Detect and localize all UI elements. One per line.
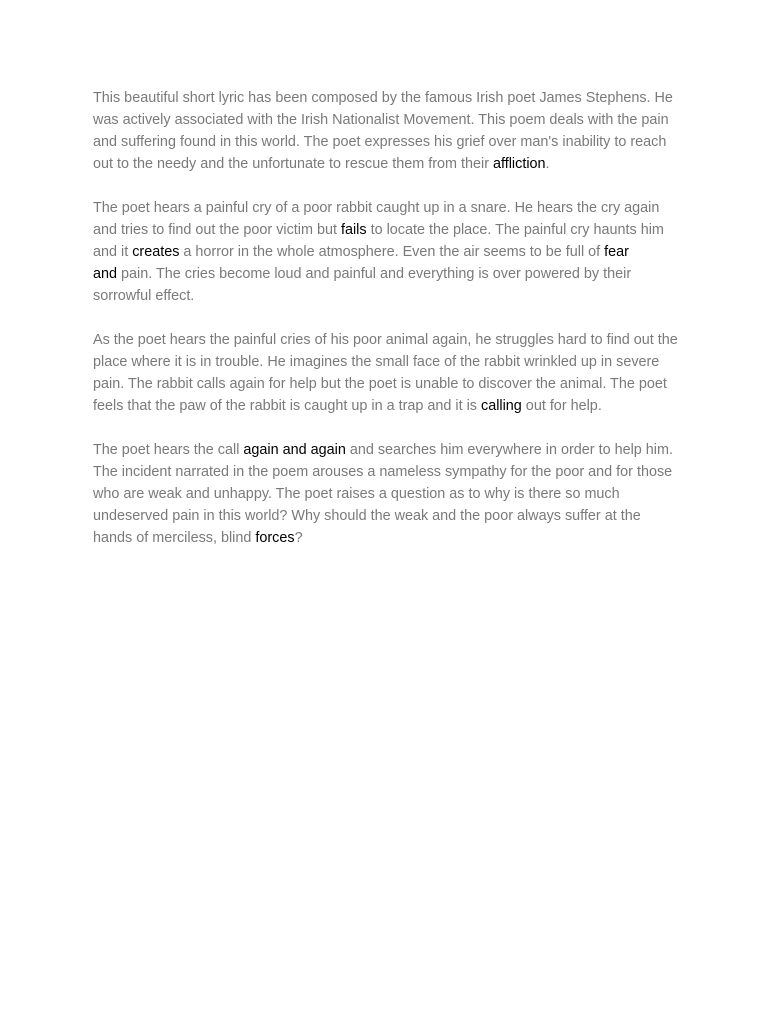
paragraph-text: The poet hears a painful cry of a poor rabbit caught up in a snare. He hears the cry again and tries to find out the poor victim but [93,200,660,238]
document-body [93,87,681,571]
paragraph-text: ? [294,530,303,546]
highlighted-word-fails[interactable]: fails [340,222,367,238]
paragraph-text: and searches him everywhere in order to help him. The incident narrated in the poem arouses a nameless sympathy for the poor and for those who are weak and unhappy. The poet raises a question as to why is there so much undeserved pain in this world? Why should the weak and the poor always suffer at the hands of merciless, blind [93,442,673,546]
highlighted-word-fear[interactable]: fear [604,244,629,260]
paragraph-text: As the poet hears the painful cries of his poor animal again, he struggles hard to find out the place where it is in trouble. He imagines the small face of the rabbit wrinkled up in severe pain. The rabbit calls again for help but the poet is unable to discover the animal. The poet feels that the paw of the rabbit is caught up in a trap and it is [93,332,678,414]
highlighted-word-and[interactable]: and [93,266,118,282]
paragraph-text: The poet hears the call [93,442,244,458]
paragraph-text: pain. The cries become loud and painful and everything is over powered by their sorrowful effect. [93,266,632,304]
highlighted-word-forces[interactable]: forces [255,530,295,546]
highlighted-word-again-and-again[interactable]: again and again [243,442,346,458]
paragraph-struggle [93,329,681,417]
paragraph-text: out for help. [521,398,602,414]
highlighted-word-creates[interactable]: creates [132,244,180,260]
highlighted-word-calling[interactable]: calling [481,398,522,414]
paragraph-text: . [545,156,550,172]
paragraph-text: This beautiful short lyric has been composed by the famous Irish poet James Stephens. He was actively associated with the Irish Nationalist Movement. This poem deals with the pain and suffering found in this world. The poet expresses his grief over man's inability to reach out to the needy and the unfortunate to rescue them from their [93,90,673,172]
paragraph-rabbit-cry [93,197,681,307]
paragraph-text: a horror in the whole atmosphere. Even the air seems to be full of [179,244,605,260]
paragraph-sympathy [93,439,681,549]
highlighted-word-affliction[interactable]: affliction [493,156,546,172]
paragraph-intro [93,87,681,175]
paragraph-text: to locate the place. The painful cry haunts him and it [93,222,664,260]
